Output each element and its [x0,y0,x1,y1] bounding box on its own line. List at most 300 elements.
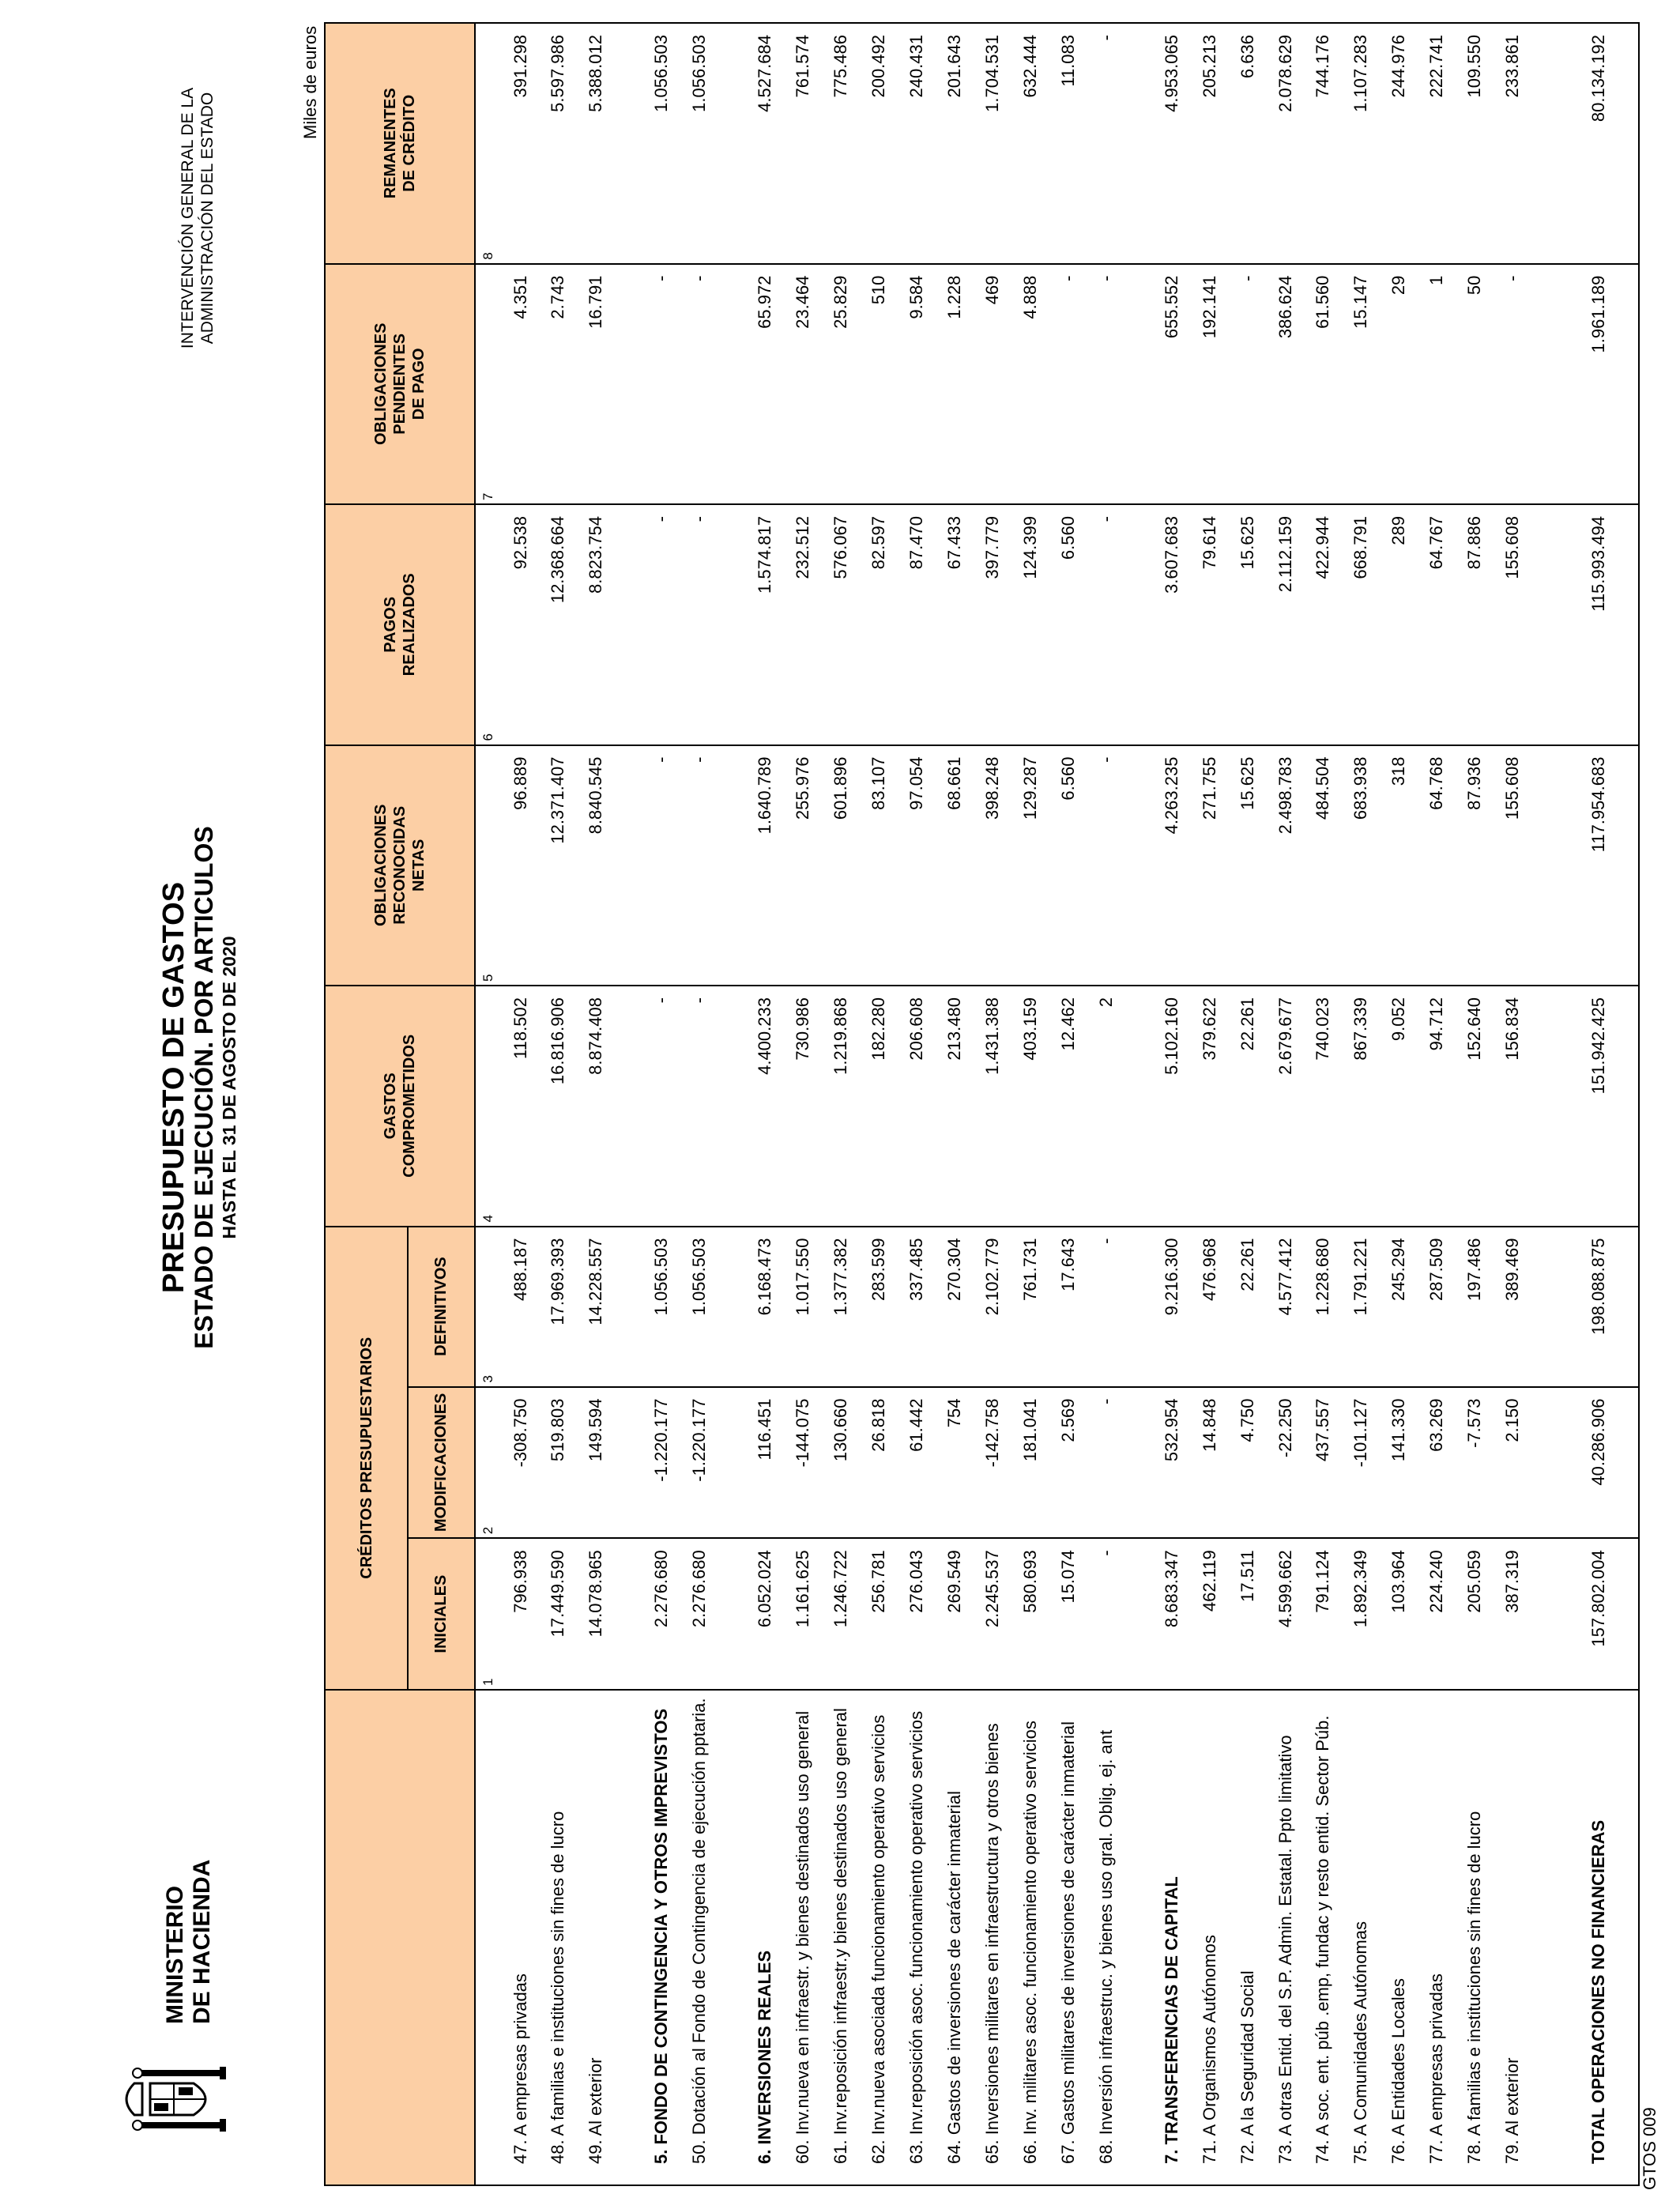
table-row [1267,23,1305,2185]
cell-value: 1.056.503 [680,23,718,264]
row-label: 74. A soc. ent. púb .emp, fundac y resto entid. Sector Púb. [1304,1690,1342,2185]
cell-value: 4.263.235 [1153,745,1191,986]
cell-value: 397.779 [974,504,1011,745]
header-obligaciones-l1: OBLIGACIONES [372,804,390,927]
header-obligaciones [325,745,475,986]
spacer-row [1531,23,1559,2185]
cell-value: - [1087,264,1125,504]
cell-value: 25.829 [822,264,860,504]
header-comprometidos-l1: GASTOS [382,1072,399,1140]
cell-value: - [642,986,680,1226]
form-code: GTOS 009 [1640,2107,1659,2190]
cell-value: 232.512 [784,504,822,745]
cell-value: 744.176 [1304,23,1342,264]
header-remanentes-l1: REMANENTES [382,88,399,199]
cell-value: 1.791.221 [1342,1227,1380,1387]
cell-value: 149.594 [577,1387,615,1539]
spacer-cell [1531,1690,1559,2185]
cell-value: 213.480 [936,986,974,1226]
spacer-row [1125,23,1153,2185]
cell-value: 532.954 [1153,1387,1191,1539]
spacer-cell [1125,23,1153,264]
row-label: 77. A empresas privadas [1418,1690,1456,2185]
cell-value: -1.220.177 [680,1387,718,1539]
cell-value: 2.112.159 [1267,504,1305,745]
ministry-line-2: DE HACIENDA [189,1859,215,2024]
cell-value: 97.054 [898,745,936,986]
cell-value: 87.936 [1456,745,1494,986]
spacer-cell [1531,264,1559,504]
cell-value: 61.560 [1304,264,1342,504]
cell-value: 476.968 [1191,1227,1229,1387]
column-number-blank [475,1690,502,2185]
cell-value: 2.102.779 [974,1227,1011,1387]
cell-value: 6.636 [1229,23,1267,264]
cell-value: 1.219.868 [822,986,860,1226]
cell-value: 4.527.684 [746,23,784,264]
cell-value: 1.892.349 [1342,1538,1380,1690]
budget-table [324,22,1640,2186]
cell-value: 1.017.550 [784,1227,822,1387]
cell-value: 3.607.683 [1153,504,1191,745]
column-number: 3 [475,1227,502,1387]
cell-value: 761.574 [784,23,822,264]
issuer-line-1: INTERVENCIÓN GENERAL DE LA [179,87,197,349]
cell-value: - [1087,504,1125,745]
table-row [746,23,784,2185]
row-label: 5. FONDO DE CONTINGENCIA Y OTROS IMPREVISTOS [642,1690,680,2185]
cell-value: 67.433 [936,504,974,745]
cell-value: - [1087,1387,1125,1539]
cell-value: 283.599 [860,1227,898,1387]
cell-value: 65.972 [746,264,784,504]
cell-value: 29 [1380,264,1418,504]
row-label: 73. A otras Entid. del S.P. Admin. Estatal. Ppto limitativo [1267,1690,1305,2185]
cell-value: 87.886 [1456,504,1494,745]
cell-value: 6.052.024 [746,1538,784,1690]
cell-value: 116.451 [746,1387,784,1539]
cell-value: - [1229,264,1267,504]
table-row [642,23,680,2185]
column-number: 5 [475,745,502,986]
cell-value: 9.216.300 [1153,1227,1191,1387]
cell-value: - [680,504,718,745]
table-row [1418,23,1456,2185]
cell-value: 205.059 [1456,1538,1494,1690]
cell-value: 181.041 [1011,1387,1049,1539]
title-line-1: PRESUPUESTO DE GASTOS [157,881,190,1294]
spacer-cell [615,1227,642,1387]
cell-value: 1.228.680 [1304,1227,1342,1387]
cell-value: - [642,504,680,745]
cell-value: 1.056.503 [680,1227,718,1387]
row-label: 64. Gastos de inversiones de carácter inmaterial [936,1690,974,2185]
spacer-cell [718,1538,746,1690]
cell-value: 117.954.683 [1559,745,1639,986]
cell-value: 155.608 [1494,504,1531,745]
cell-value: 287.509 [1418,1227,1456,1387]
spacer-cell [718,1387,746,1539]
cell-value: -142.758 [974,1387,1011,1539]
cell-value: 155.608 [1494,745,1531,986]
cell-value: 4.577.412 [1267,1227,1305,1387]
cell-value: 22.261 [1229,1227,1267,1387]
cell-value: 124.399 [1011,504,1049,745]
cell-value: 83.107 [860,745,898,986]
cell-value: 224.240 [1418,1538,1456,1690]
row-label: 61. Inv.reposición infraestr.y bienes destinados uso general [822,1690,860,2185]
row-label: 68. Inversión infraestruc. y bienes uso gral. Oblig. ej. ant [1087,1690,1125,2185]
spacer-cell [615,1690,642,2185]
cell-value: 437.557 [1304,1387,1342,1539]
cell-value: 17.643 [1049,1227,1087,1387]
cell-value: - [680,986,718,1226]
spacer-cell [1125,1538,1153,1690]
cell-value: 205.213 [1191,23,1229,264]
row-label: 79. Al exterior [1494,1690,1531,2185]
table-row [822,23,860,2185]
cell-value: 8.823.754 [577,504,615,745]
cell-value: 6.168.473 [746,1227,784,1387]
row-label: 71. A Organismos Autónomos [1191,1690,1229,2185]
cell-value: 11.083 [1049,23,1087,264]
cell-value: 580.693 [1011,1538,1049,1690]
cell-value: 5.597.986 [539,23,577,264]
cell-value: 655.552 [1153,264,1191,504]
cell-value: 12.368.664 [539,504,577,745]
cell-value: 1.161.625 [784,1538,822,1690]
header-concept [325,1690,475,2185]
cell-value: 156.834 [1494,986,1531,1226]
cell-value: 5.102.160 [1153,986,1191,1226]
spacer-cell [1531,986,1559,1226]
cell-value: 8.840.545 [577,745,615,986]
cell-value: 103.964 [1380,1538,1418,1690]
cell-value: 289 [1380,504,1418,745]
spacer-cell [718,1690,746,2185]
header-definitivos: DEFINITIVOS [408,1227,475,1387]
table-row [1342,23,1380,2185]
cell-value: 1 [1418,264,1456,504]
cell-value: 6.560 [1049,504,1087,745]
cell-value: 61.442 [898,1387,936,1539]
spacer-cell [615,986,642,1226]
cell-value: 276.043 [898,1538,936,1690]
cell-value: - [680,264,718,504]
cell-value: 94.712 [1418,986,1456,1226]
cell-value: -7.573 [1456,1387,1494,1539]
cell-value: - [1087,1538,1125,1690]
cell-value: 130.660 [822,1387,860,1539]
cell-value: - [1494,264,1531,504]
cell-value: 387.319 [1494,1538,1531,1690]
spacer-cell [1125,745,1153,986]
cell-value: 668.791 [1342,504,1380,745]
cell-value: 318 [1380,745,1418,986]
issuer [178,60,217,376]
cell-value: 4.750 [1229,1387,1267,1539]
header-iniciales: INICIALES [408,1538,475,1690]
cell-value: 2.498.783 [1267,745,1305,986]
header-modificaciones: MODIFICACIONES [408,1387,475,1539]
units-label: Miles de euros [300,25,320,139]
cell-value: 197.486 [1456,1227,1494,1387]
cell-value: 796.938 [502,1538,540,1690]
cell-value: - [1049,264,1087,504]
spacer-cell [615,1538,642,1690]
cell-value: 488.187 [502,1227,540,1387]
cell-value: 14.848 [1191,1387,1229,1539]
cell-value: 422.944 [1304,504,1342,745]
cell-value: - [680,745,718,986]
cell-value: 63.269 [1418,1387,1456,1539]
cell-value: 2.679.677 [1267,986,1305,1226]
total-row [1559,23,1639,2185]
cell-value: 15.147 [1342,264,1380,504]
cell-value: 15.074 [1049,1538,1087,1690]
cell-value: 1.574.817 [746,504,784,745]
cell-value: 82.597 [860,504,898,745]
cell-value: 2.078.629 [1267,23,1305,264]
cell-value: 244.976 [1380,23,1418,264]
header-creditos: CRÉDITOS PRESUPUESTARIOS [325,1227,408,1690]
cell-value: 510 [860,264,898,504]
cell-value: 80.134.192 [1559,23,1639,264]
table-row [898,23,936,2185]
cell-value: 206.608 [898,986,936,1226]
column-number: 4 [475,986,502,1226]
cell-value: 337.485 [898,1227,936,1387]
table-row [680,23,718,2185]
cell-value: 1.377.382 [822,1227,860,1387]
spacer-cell [718,264,746,504]
cell-value: 200.492 [860,23,898,264]
cell-value: 26.818 [860,1387,898,1539]
table-row [784,23,822,2185]
column-number: 7 [475,264,502,504]
cell-value: 775.486 [822,23,860,264]
cell-value: 16.791 [577,264,615,504]
table-row [1049,23,1087,2185]
cell-value: 2.245.537 [974,1538,1011,1690]
cell-value: 152.640 [1456,986,1494,1226]
row-label: 60. Inv.nueva en infraestr. y bienes destinados uso general [784,1690,822,2185]
table-row [1191,23,1229,2185]
cell-value: 4.953.065 [1153,23,1191,264]
row-label: 76. A Entidades Locales [1380,1690,1418,2185]
spacer-cell [615,745,642,986]
row-label: 50. Dotación al Fondo de Contingencia de ejecución pptaria. [680,1690,718,2185]
table-row [974,23,1011,2185]
cell-value: 151.942.425 [1559,986,1639,1226]
header-comprometidos [325,986,475,1226]
row-label: 48. A familias e instituciones sin fines de lucro [539,1690,577,2185]
table-row [1087,23,1125,2185]
cell-value: 379.622 [1191,986,1229,1226]
table-row [1380,23,1418,2185]
header-pagos-l1: PAGOS [382,596,399,653]
cell-value: 469 [974,264,1011,504]
cell-value: -101.127 [1342,1387,1380,1539]
spacer-cell [718,23,746,264]
cell-value: 740.023 [1304,986,1342,1226]
cell-value: 5.388.012 [577,23,615,264]
cell-value: 683.938 [1342,745,1380,986]
cell-value: 15.625 [1229,504,1267,745]
cell-value: 2 [1087,986,1125,1226]
spacer-cell [1531,1538,1559,1690]
cell-value: 64.767 [1418,504,1456,745]
header-pendientes-l3: DE PAGO [410,348,428,420]
cell-value: 2.743 [539,264,577,504]
spacer-cell [718,504,746,745]
table-row [502,23,540,2185]
column-number: 1 [475,1538,502,1690]
title-line-3: HASTA EL 31 DE AGOSTO DE 2020 [219,936,239,1239]
row-label: 49. Al exterior [577,1690,615,2185]
spacer-cell [1125,1227,1153,1387]
cell-value: 2.569 [1049,1387,1087,1539]
table-row [539,23,577,2185]
cell-value: 462.119 [1191,1538,1229,1690]
cell-value: 245.294 [1380,1227,1418,1387]
table-row [1456,23,1494,2185]
cell-value: 12.371.407 [539,745,577,986]
cell-value: 22.261 [1229,986,1267,1226]
cell-value: 4.351 [502,264,540,504]
header-pagos-l2: REALIZADOS [401,573,418,677]
cell-value: 1.107.283 [1342,23,1380,264]
cell-value: 64.768 [1418,745,1456,986]
cell-value: 271.755 [1191,745,1229,986]
ministry-name [162,1860,216,2024]
cell-value: 141.330 [1380,1387,1418,1539]
spacer-cell [1125,264,1153,504]
cell-value: 1.431.388 [974,986,1011,1226]
spacer-row [615,23,642,2185]
cell-value: 40.286.906 [1559,1387,1639,1539]
cell-value: 791.124 [1304,1538,1342,1690]
spacer-cell [1531,23,1559,264]
cell-value: 391.298 [502,23,540,264]
header-pendientes-l2: PENDIENTES [391,333,409,435]
spacer-cell [615,504,642,745]
cell-value: 2.150 [1494,1387,1531,1539]
header-pendientes-l1: OBLIGACIONES [372,322,390,446]
row-label: 6. INVERSIONES REALES [746,1690,784,2185]
cell-value: 96.889 [502,745,540,986]
cell-value: 222.741 [1418,23,1456,264]
cell-value: - [1087,23,1125,264]
table-row [936,23,974,2185]
spacer-cell [1531,1387,1559,1539]
cell-value: 4.888 [1011,264,1049,504]
cell-value: - [642,745,680,986]
cell-value: 576.067 [822,504,860,745]
cell-value: 118.502 [502,986,540,1226]
cell-value: 9.584 [898,264,936,504]
issuer-line-2: ADMINISTRACIÓN DEL ESTADO [198,92,217,345]
title-line-2: ESTADO DE EJECUCIÓN. POR ARTICULOS [190,826,218,1349]
cell-value: -22.250 [1267,1387,1305,1539]
cell-value: 8.874.408 [577,986,615,1226]
coat-of-arms-icon [119,2064,237,2135]
spacer-cell [615,264,642,504]
cell-value: 1.056.503 [642,23,680,264]
spacer-cell [1125,986,1153,1226]
header-comprometidos-l2: COMPROMETIDOS [401,1034,418,1178]
cell-value: 632.444 [1011,23,1049,264]
row-label: 78. A familias e instituciones sin fines de lucro [1456,1690,1494,2185]
header-obligaciones-l2: RECONOCIDAS [391,805,409,925]
cell-value: 255.976 [784,745,822,986]
header-obligaciones-l3: NETAS [410,839,428,892]
cell-value: 12.462 [1049,986,1087,1226]
row-label: TOTAL OPERACIONES NO FINANCIERAS [1559,1690,1639,2185]
cell-value: 198.088.875 [1559,1227,1639,1387]
ministry-line-1: MINISTERIO [162,1885,188,2024]
spacer-cell [1531,745,1559,986]
cell-value: 115.993.494 [1559,504,1639,745]
row-label: 72. A la Seguridad Social [1229,1690,1267,2185]
cell-value: - [642,264,680,504]
cell-value: 4.599.662 [1267,1538,1305,1690]
row-label: 66. Inv. militares asoc. funcionamiento operativo servicios [1011,1690,1049,2185]
cell-value: 761.731 [1011,1227,1049,1387]
column-number: 2 [475,1387,502,1539]
row-label: 65. Inversiones militares en infraestructura y otros bienes [974,1690,1011,2185]
table-row [1494,23,1531,2185]
cell-value: 50 [1456,264,1494,504]
cell-value: 256.781 [860,1538,898,1690]
cell-value: 192.141 [1191,264,1229,504]
spacer-cell [1125,504,1153,745]
cell-value: 484.504 [1304,745,1342,986]
cell-value: -308.750 [502,1387,540,1539]
cell-value: 17.449.590 [539,1538,577,1690]
cell-value: 867.339 [1342,986,1380,1226]
row-label: 7. TRANSFERENCIAS DE CAPITAL [1153,1690,1191,2185]
row-label: 67. Gastos militares de inversiones de carácter inmaterial [1049,1690,1087,2185]
row-label: 63. Inv.reposición asoc. funcionamiento operativo servicios [898,1690,936,2185]
spacer-cell [1125,1690,1153,2185]
cell-value: 6.560 [1049,745,1087,986]
cell-value: 270.304 [936,1227,974,1387]
cell-value: 9.052 [1380,986,1418,1226]
cell-value: - [1087,745,1125,986]
cell-value: 23.464 [784,264,822,504]
cell-value: 1.704.531 [974,23,1011,264]
cell-value: 398.248 [974,745,1011,986]
spacer-cell [1531,1227,1559,1387]
spacer-cell [718,745,746,986]
header-pagos [325,504,475,745]
header-remanentes [325,23,475,264]
cell-value: 389.469 [1494,1227,1531,1387]
table-body [475,23,1639,2185]
table-row [1153,23,1191,2185]
spacer-cell [1531,504,1559,745]
table-row [1011,23,1049,2185]
column-number: 8 [475,23,502,264]
cell-value: 1.056.503 [642,1227,680,1387]
cell-value: 201.643 [936,23,974,264]
cell-value: 17.969.393 [539,1227,577,1387]
cell-value: 2.276.680 [642,1538,680,1690]
spacer-cell [718,1227,746,1387]
cell-value: 754 [936,1387,974,1539]
table-row [1229,23,1267,2185]
